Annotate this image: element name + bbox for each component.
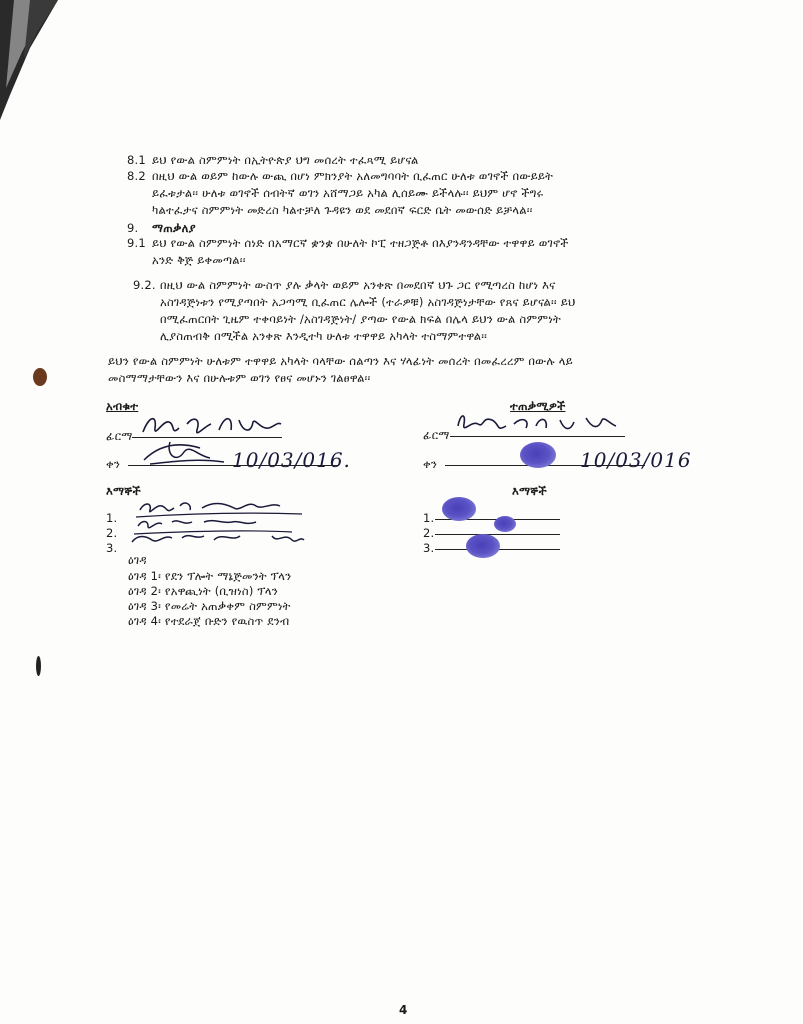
clause-8-2-line: በዚህ ውል ወይም ከውሉ ውጪ በሆነ ምክንያት አለመግባባት ቢፈጠር ሁለቱ ወገኖች በውይይት (152, 169, 554, 183)
page-number: 4 (399, 1003, 408, 1017)
left-witness-signatures (122, 496, 317, 556)
left-date-label: ቀን (106, 457, 121, 471)
witness-thumbprint (442, 497, 476, 521)
clause-8-1-number: 8.1 (127, 153, 146, 167)
left-witness-number: 1. (106, 511, 118, 525)
clause-9-heading: ማጠቃለያ (152, 221, 196, 235)
clause-9-2-line: አስገዳጅነቱን የሚያጣበት አጋጣሚ ቢፈጠር ሌሎች (ተራዎቹ) አስገዳጅነታቸው የጸና ይሆናል፡፡ ይህ (160, 295, 576, 309)
clause-8-1-text: ይህ የውል ስምምነት በኢትዮጵያ ህግ መሰረት ተፈጻሚ ይሆናል (152, 153, 419, 167)
clause-8-2-line: ይፈቱታል፡፡ ሁለቱ ወገኖች ሰብትኛ ወገን አሸማጋይ አካል ሊሰይሙ ይችላሉ፡፡ ይህም ሆኖ ችግሩ (152, 186, 544, 200)
scan-speck (36, 656, 41, 676)
clause-9-2-line: በዚህ ውል ስምምነት ውስጥ ያሉ ቃላት ወይም አንቀጽ በመደበኛ ህጉ ጋር የሚጣረስ ከሆነ እና (160, 278, 556, 292)
right-signature-scribble (452, 410, 632, 440)
attachment-item: ዕገዳ 4፡ የተደራጀ ቡድን የዉስጥ ደንብ (128, 614, 290, 628)
clause-8-2-number: 8.2 (127, 169, 146, 183)
right-date-label: ቀን (423, 457, 438, 471)
right-date-thumbprint (520, 442, 556, 468)
left-date-scribble (140, 438, 230, 468)
right-witness-line (435, 534, 560, 535)
right-witnesses-heading: እማኞች (512, 484, 547, 498)
witness-thumbprint (494, 516, 516, 532)
clause-9-2-number: 9.2. (133, 278, 156, 292)
right-date-value: 10/03/016 (580, 448, 692, 472)
punch-hole-mark (33, 368, 47, 386)
clause-9-1-line: ይህ የውል ስምምነት ሰነድ በአማርኛ ቋንቋ በሁለት ኮፒ ተዘጋጅቶ በእያንዳንዳቸው ተዋዋይ ወገኖች (152, 236, 569, 250)
right-witness-number: 3. (423, 541, 435, 555)
left-witnesses-heading: እማኞች (106, 484, 141, 498)
clause-9-1-line: አንድ ቅጅ ይቀመጣል፡፡ (152, 253, 246, 267)
closing-line: መስማማታቸውን እና በሁሉቱም ወገን የፀና መሆኑን ገልፀዋል፡፡ (108, 371, 371, 385)
attachments-heading: ዕገዳ (128, 553, 147, 567)
closing-line: ይህን የውል ስምምነት ሁለቱም ተዋዋይ አካላት ባላቸው ሰልጣን እና ሃላፊነት መሰረት በመፈረረም በውሉ ላይ (108, 354, 573, 368)
attachment-item: ዕገዳ 1፡ የደን ፕሎት ማኔጅመንት ፕላን (128, 569, 292, 583)
attachment-item: ዕገዳ 3፡ የመሬት አጠቃቀም ስምምነት (128, 599, 291, 613)
clause-9-2-line: በሚፈጠርበት ጊዜም ተቀባይነት /አስገዳጅነት/ ያጣው የውል ክፍል በሌላ ይህን ውል ስምምነት (160, 312, 561, 326)
clause-9-1-number: 9.1 (127, 236, 146, 250)
right-party-heading: ተጠቃሚዎች (510, 399, 566, 413)
clause-8-2-line: ካልተፈታና ስምምነት መድረስ ካልተቻለ ጉዳዩን ወደ መደበኛ ፍርድ ቤት መውሰድ ይቻላል፡፡ (152, 203, 533, 217)
right-witness-number: 1. (423, 511, 435, 525)
clause-9-number: 9. (127, 221, 139, 235)
left-signature-label: ፊርማ (106, 429, 133, 443)
witness-thumbprint (466, 534, 500, 558)
scan-corner-artifact (0, 0, 80, 130)
left-date-value: 10/03/016. (232, 448, 351, 472)
right-signature-label: ፊርማ (423, 428, 450, 442)
right-witness-number: 2. (423, 526, 435, 540)
attachment-item: ዕገዳ 2፡ የአዋጪነት (ቢዝነስ) ፕላን (128, 584, 279, 598)
left-witness-number: 3. (106, 541, 118, 555)
left-witness-number: 2. (106, 526, 118, 540)
left-party-heading: አብቁተ (106, 399, 139, 413)
clause-9-2-line: ሊያስጠብቅ በሚችል አንቀጽ እንዲተካ ሁለቱ ተዋዋይ አካላት ተስማምተዋል፡፡ (160, 329, 488, 343)
